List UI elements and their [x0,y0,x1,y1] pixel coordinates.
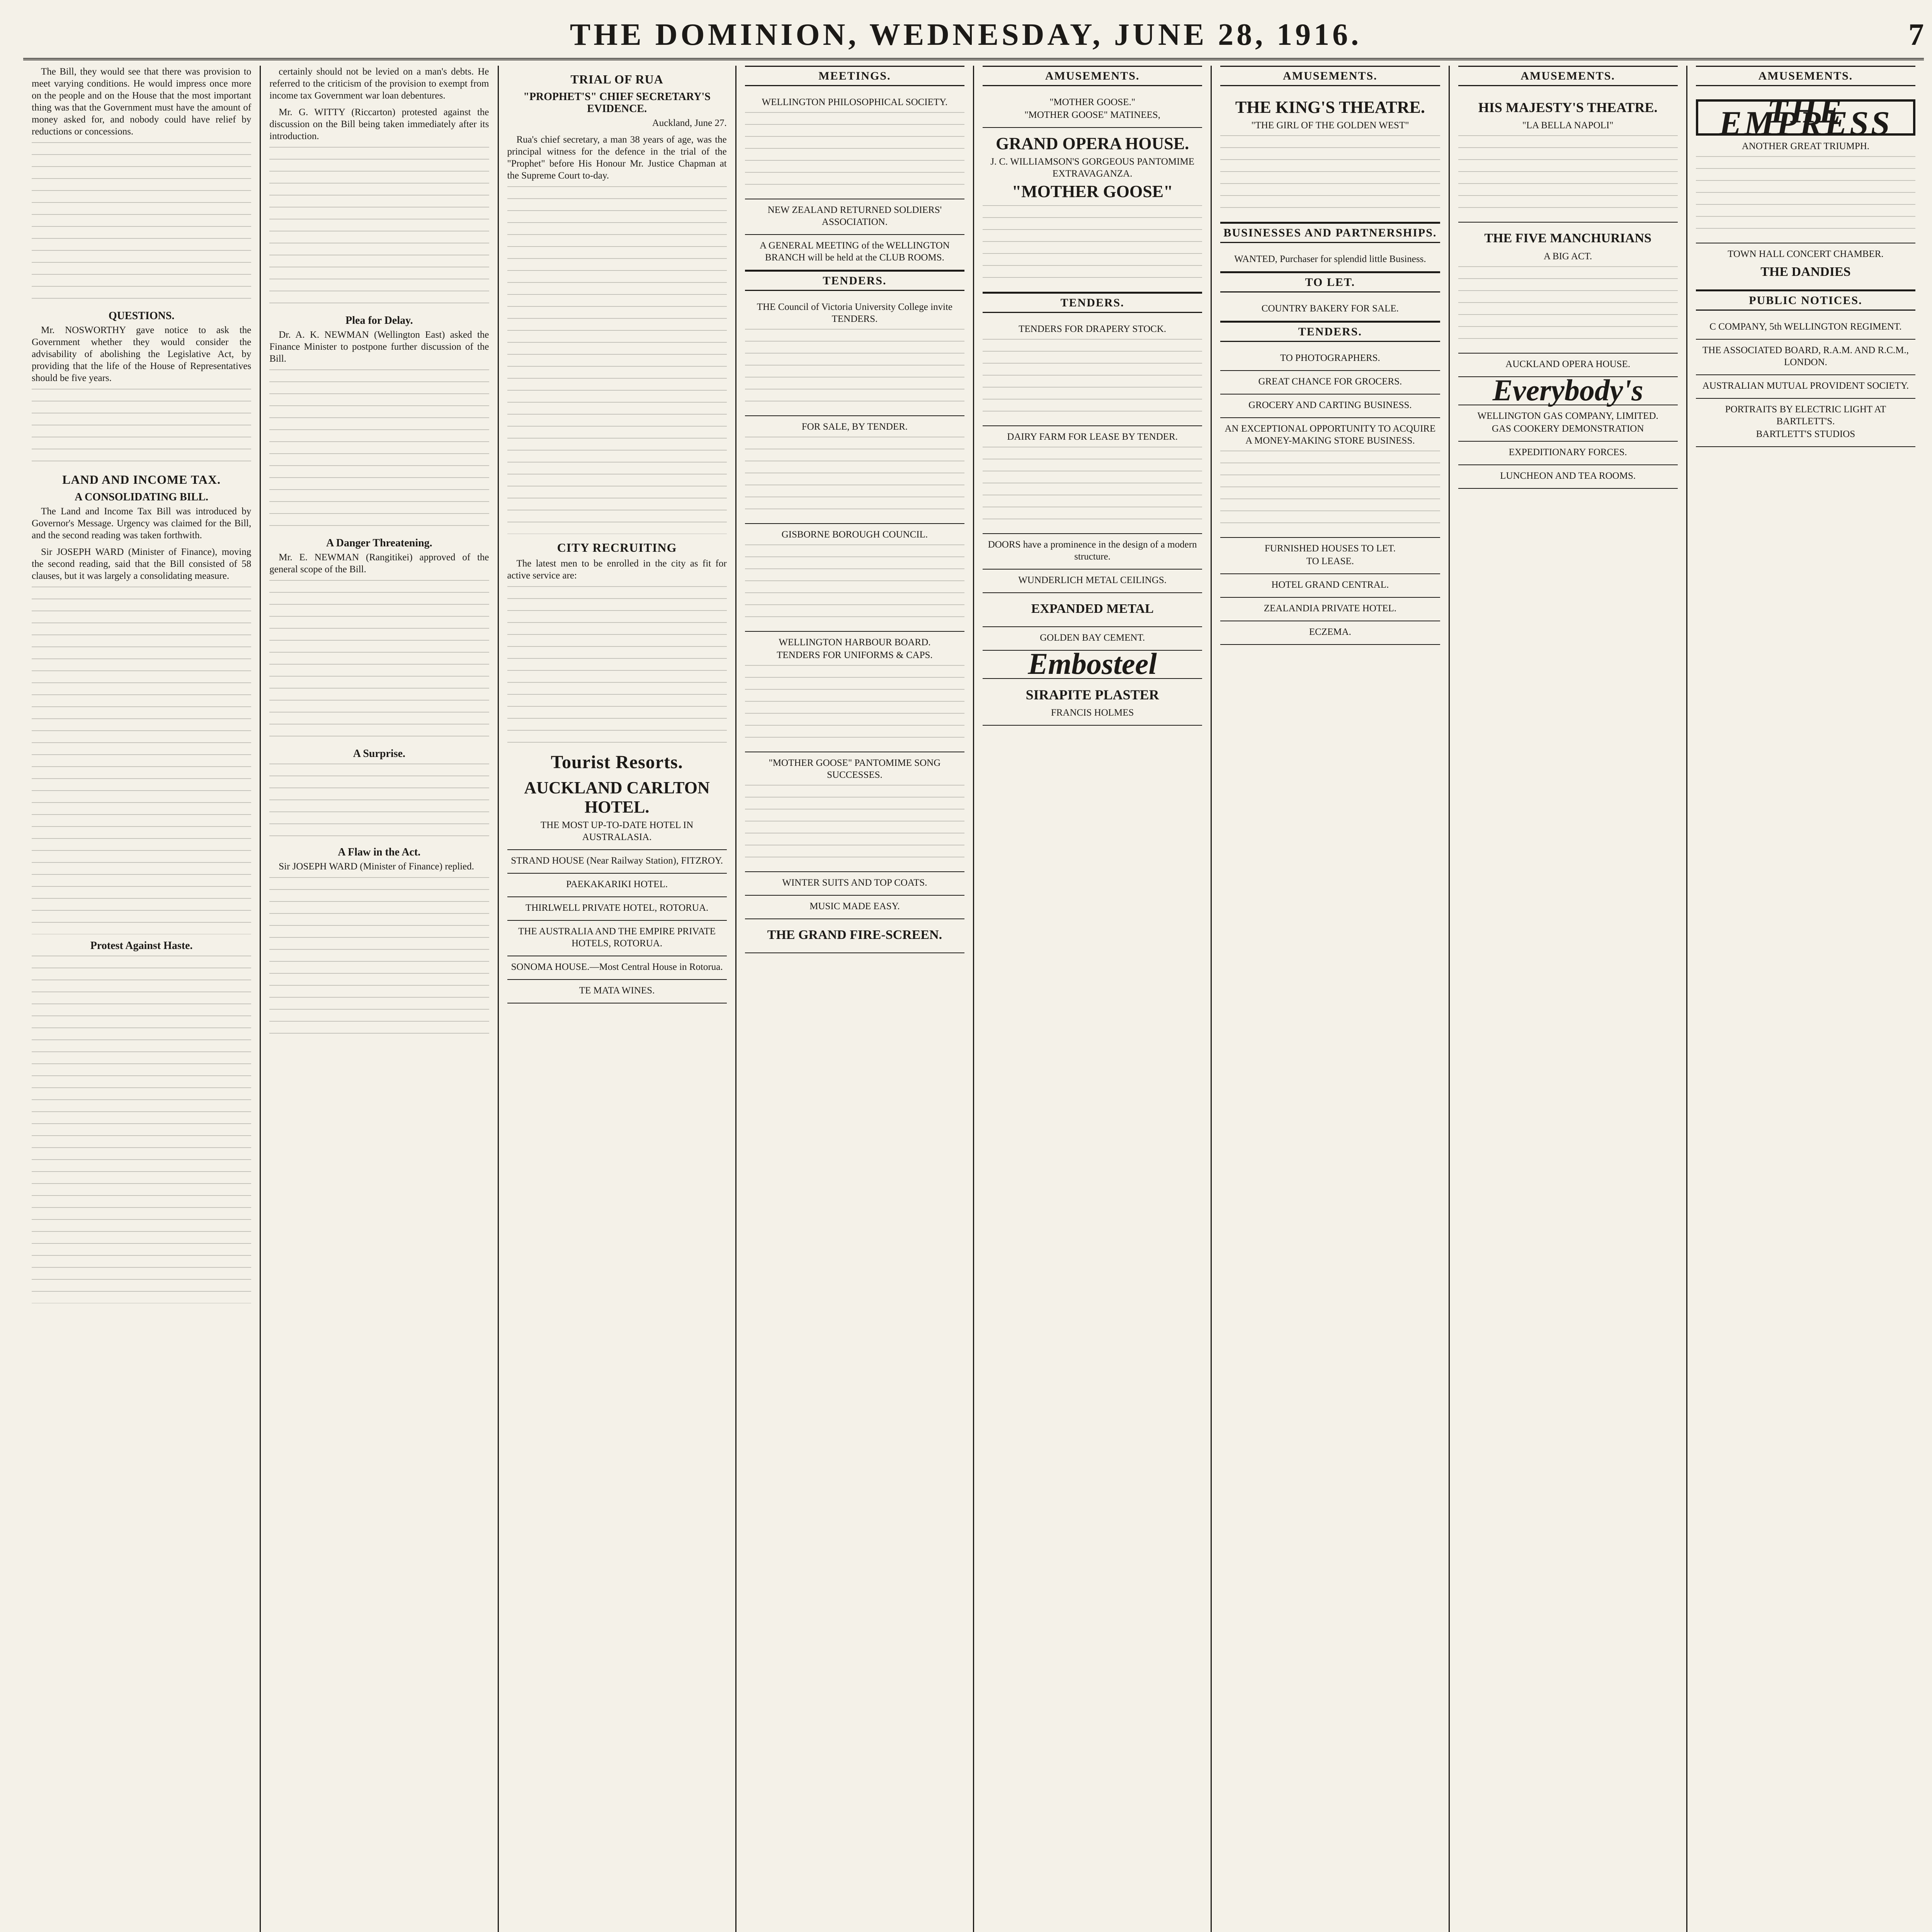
ad-body [1220,451,1440,528]
ad-body [745,665,964,742]
meeting-ad [745,92,964,199]
tender-ad [745,632,964,752]
ad-subtitle: "MOTHER GOOSE" MATINEES, [1024,110,1160,120]
ad-subtitle: J. C. WILLIAMSON'S GORGEOUS PANTOMIME EXTRAVAGANZA. [990,156,1194,179]
ad-title: GISBORNE BOROUGH COUNCIL. [781,529,928,540]
newspaper-title: THE DOMINION, WEDNESDAY, JUNE 28, 1916. [570,17,1362,52]
ad-subtitle: TENDERS FOR UNIFORMS & CAPS. [777,650,933,660]
housing-ad [1220,538,1440,574]
ad-title: HIS MAJESTY'S THEATRE. [1478,100,1658,115]
column-4 [736,66,974,1932]
ad-title: WELLINGTON PHILOSOPHICAL SOCIETY. [762,97,948,107]
empress-logo: THE EMPRESS [1696,99,1915,136]
dateline: Auckland, June 27. [652,118,727,128]
column-5 [974,66,1212,1932]
business-ad [1220,347,1440,371]
ad-title: DOORS have a prominence in the design of a modern structure. [988,539,1197,562]
ad-title: SONOMA HOUSE.—Most Central House in Rotorua. [511,962,723,972]
ad-title: THE FIVE MANCHURIANS [1484,231,1651,245]
body-text-block [269,580,489,742]
article-paragraph: Mr. G. WITTY (Riccarton) protested against the discussion on the Bill being taken immediately after its introduction. [269,107,489,141]
body-text-block [32,389,251,466]
section-heading: LAND AND INCOME TAX. [62,473,221,486]
ad-title: WANTED, Purchaser for splendid little Business. [1234,254,1426,264]
ad-body [745,329,964,406]
building-ad [983,534,1202,570]
page-number: 7 [1908,17,1924,52]
body-text-block [32,956,251,1303]
ad-body [1220,135,1440,213]
notice-ad [1696,340,1915,375]
theatre-ad [1220,92,1440,223]
section-header: TO LET. [1220,272,1440,293]
column-1 [23,66,261,1932]
ad-subtitle: FRANCIS HOLMES [1051,707,1134,718]
ad-title: EXPANDED METAL [1031,602,1154,616]
ad-title: WINTER SUITS AND TOP COATS. [782,878,927,888]
ad-title: THE ASSOCIATED BOARD, R.A.M. AND R.C.M., LONDON. [1702,345,1909,367]
ad-title: NEW ZEALAND RETURNED SOLDIERS' ASSOCIATION. [767,205,942,227]
ad-title: ECZEMA. [1309,627,1351,637]
ad-title: COUNTRY BAKERY FOR SALE. [1261,303,1399,314]
ad-title: THE KING'S THEATRE. [1235,98,1425,117]
ad-title: WELLINGTON GAS COMPANY, LIMITED. [1477,411,1658,421]
ad-title: GRAND OPERA HOUSE. [996,134,1189,153]
article-paragraph: The latest men to be enrolled in the city as fit for active service are: [507,558,727,581]
ad-title: ZEALANDIA PRIVATE HOTEL. [1264,603,1396,614]
photo-ad [1696,399,1915,447]
business-ad [1220,248,1440,272]
column-8 [1687,66,1924,1932]
body-text-block [269,147,489,309]
gas-ad [1458,405,1678,442]
article-headline: TRIAL OF RUA [570,72,663,86]
ad-title: AUCKLAND OPERA HOUSE. [1505,359,1631,369]
ad-body [983,447,1202,524]
music-ad [745,896,964,919]
tender-ad [745,296,964,416]
body-text-block [269,369,489,532]
tea-rooms-ad [1458,465,1678,489]
expeditionary-ad [1458,442,1678,465]
show-title: "MOTHER GOOSE" [1012,182,1173,201]
ad-body [745,112,964,189]
ad-title: Everybody's [1492,373,1643,407]
ad-body [1458,135,1678,213]
notice-ad [1696,375,1915,399]
body-text-block [32,142,251,304]
section-header: AMUSEMENTS. [1220,66,1440,86]
opera-house-ad [983,128,1202,293]
section-header: AMUSEMENTS. [983,66,1202,86]
section-header: TENDERS. [745,270,964,291]
notice-ad [1696,316,1915,340]
ad-body [745,544,964,622]
building-ad [983,570,1202,593]
business-ad [1220,371,1440,395]
show-title: "THE GIRL OF THE GOLDEN WEST" [1251,120,1409,131]
section-header: AMUSEMENTS. [1458,66,1678,86]
sub-heading: A CONSOLIDATING BILL. [75,491,208,503]
ad-title: "MOTHER GOOSE" PANTOMIME SONG SUCCESSES. [769,758,941,780]
business-ad [1220,298,1440,321]
ad-title: "MOTHER GOOSE." [1049,97,1136,107]
meeting-ad [745,199,964,235]
ad-subtitle: A BIG ACT. [1544,251,1592,262]
ad-title: GOLDEN BAY CEMENT. [1040,633,1145,643]
section-heading: QUESTIONS. [108,310,175,322]
article-paragraph: Mr. NOSWORTHY gave notice to ask the Government whether they would consider the advisability of abolishing the Legislative Act, by providing that the life of the House of Representatives should be five years. [32,325,252,383]
section-header: MEETINGS. [745,66,964,86]
ad-title: TE MATA WINES. [579,985,655,996]
section-heading: Tourist Resorts. [551,752,683,772]
ad-body [1696,156,1915,233]
ad-title: THE AUSTRALIA AND THE EMPIRE PRIVATE HOTELS, ROTORUA. [518,926,716,949]
ad-title: DAIRY FARM FOR LEASE BY TENDER. [1007,432,1178,442]
ad-title: AUSTRALIAN MUTUAL PROVIDENT SOCIETY. [1702,381,1909,391]
sub-heading: "PROPHET'S" CHIEF SECRETARY'S EVIDENCE. [523,91,711,115]
ad-body [745,785,964,862]
ad-title: THIRLWELL PRIVATE HOTEL, ROTORUA. [525,903,709,913]
body-text-block [32,587,251,934]
concert-ad [1696,243,1915,290]
ad-title: HOTEL GRAND CENTRAL. [1271,580,1389,590]
ad-title: GREAT CHANCE FOR GROCERS. [1258,376,1402,387]
section-header: TENDERS. [983,293,1202,313]
show-title: "LA BELLA NAPOLI" [1522,120,1614,131]
ad-title: Embosteel [1028,647,1157,680]
hotel-ad [507,897,727,921]
column-2 [261,66,498,1932]
ad-title: FOR SALE, BY TENDER. [801,422,908,432]
ad-title: WELLINGTON HARBOUR BOARD. [779,637,931,648]
column-3 [499,66,736,1932]
article-paragraph: Dr. A. K. NEWMAN (Wellington East) asked the Finance Minister to postpone further discussion of the Bill. [269,330,489,364]
section-header: AMUSEMENTS. [1696,66,1915,86]
ad-body [983,205,1202,282]
business-ad [1220,395,1440,418]
article-paragraph: The Land and Income Tax Bill was introduced by Governor's Message. Urgency was claimed for the Bill, and the second reading was taken forthwith. [32,506,252,541]
ad-title: THE GRAND FIRE-SCREEN. [767,928,942,942]
medicine-ad [1220,621,1440,645]
hotel-ad [507,874,727,897]
empress-ad [1696,92,1915,243]
show-title: THE DANDIES [1760,265,1851,279]
building-ad [983,593,1202,627]
clothing-ad [745,872,964,896]
hotel-ad [507,956,727,980]
article-paragraph: certainly should not be levied on a man's debts. He referred to the criticism of the provision to exempt from income tax Government war loan debentures. [269,66,489,101]
embosteel-ad [983,647,1202,680]
ad-title: GROCERY AND CARTING BUSINESS. [1248,400,1412,410]
ad-title: A GENERAL MEETING of the WELLINGTON BRANCH will be held at the CLUB ROOMS. [759,240,950,263]
section-header: TENDERS. [1220,321,1440,342]
hotel-ad [507,772,727,850]
column-6 [1212,66,1449,1932]
ad-subtitle: TO LEASE. [1306,556,1354,566]
body-text-block [507,186,727,534]
ad-title: LUNCHEON AND TEA ROOMS. [1500,471,1636,481]
ad-title: STRAND HOUSE (Near Railway Station), FITZROY. [511,855,723,866]
body-text-block [269,877,489,1039]
section-header: BUSINESSES AND PARTNERSHIPS. [1220,223,1440,243]
fire-screen-ad [745,919,964,953]
article-paragraph: Sir JOSEPH WARD (Minister of Finance) replied. [279,861,474,872]
body-text-block [507,586,727,748]
ad-title: SIRAPITE PLASTER [1026,687,1159,702]
article-headline: CITY RECRUITING [557,541,677,554]
sub-heading: Plea for Delay. [345,315,413,327]
ad-title: MUSIC MADE EASY. [810,901,900,912]
tender-ad [745,416,964,524]
hotel-ad [507,921,727,956]
ad-subtitle: BARTLETT'S STUDIOS [1756,429,1855,439]
ad-title: TOWN HALL CONCERT CHAMBER. [1728,249,1884,259]
body-text-block [269,764,489,841]
theatre-ad [1458,223,1678,354]
ad-title: TO PHOTOGRAPHERS. [1280,353,1380,363]
ad-title: C COMPANY, 5th WELLINGTON REGIMENT. [1709,321,1902,332]
sub-heading: A Danger Threatening. [326,537,432,549]
sub-heading: A Flaw in the Act. [338,846,421,858]
hotel-ad [507,850,727,874]
hotel-ad [1220,574,1440,598]
ad-title: PORTRAITS BY ELECTRIC LIGHT AT BARTLETT'S. [1725,404,1886,427]
columns [23,66,1924,1932]
article-paragraph: Sir JOSEPH WARD (Minister of Finance), moving the second reading, said that the Bill consisted of 58 clauses, but it was largely a consolidating measure. [32,547,252,581]
section-header: PUBLIC NOTICES. [1696,290,1915,311]
theatre-ad [1458,92,1678,223]
business-ad [1220,418,1440,538]
article-paragraph: Rua's chief secretary, a man 38 years of age, was the principal witness for the defence in the trial of the "Prophet" before His Honour Mr. Justice Chapman at the Supreme Court to-day. [507,134,727,181]
wine-ad [507,980,727,1003]
ad-subtitle: GAS COOKERY DEMONSTRATION [1492,423,1644,434]
pantomime-ad [983,92,1202,128]
column-7 [1450,66,1687,1932]
ad-title: WUNDERLICH METAL CEILINGS. [1018,575,1167,585]
sub-heading: A Surprise. [353,748,406,760]
ad-title: FURNISHED HOUSES TO LET. [1264,543,1396,554]
song-ad [745,752,964,872]
ad-title: EXPEDITIONARY FORCES. [1509,447,1627,457]
ad-title: AUCKLAND CARLTON HOTEL. [524,778,710,816]
ad-title: AN EXCEPTIONAL OPPORTUNITY TO ACQUIRE A MONEY-MAKING STORE BUSINESS. [1225,423,1436,446]
ad-title: PAEKAKARIKI HOTEL. [566,879,668,889]
ad-body [1458,266,1678,344]
ad-body [983,339,1202,416]
tender-ad [745,524,964,632]
sub-heading: Protest Against Haste. [90,940,193,952]
tender-ad [983,426,1202,534]
hotel-ad [1220,598,1440,621]
plaster-ad [983,679,1202,726]
masthead [23,12,1924,60]
meeting-ad [745,235,964,270]
article-paragraph: The Bill, they would see that there was provision to meet varying conditions. He would impress once more on the people and on the House that the most important thing was that the Government must have the amount of money asked for, and nobody could have relief by reductions or concessions. [32,66,252,137]
tender-ad [983,318,1202,426]
ad-text: THE MOST UP-TO-DATE HOTEL IN AUSTRALASIA. [540,820,694,842]
ad-title: THE Council of Victoria University College invite TENDERS. [757,302,953,324]
everybodys-ad [1458,373,1678,407]
ad-body [745,437,964,514]
ad-subtitle: ANOTHER GREAT TRIUMPH. [1742,141,1870,151]
ad-title: TENDERS FOR DRAPERY STOCK. [1019,324,1167,334]
article-paragraph: Mr. E. NEWMAN (Rangitikei) approved of the general scope of the Bill. [269,552,489,575]
